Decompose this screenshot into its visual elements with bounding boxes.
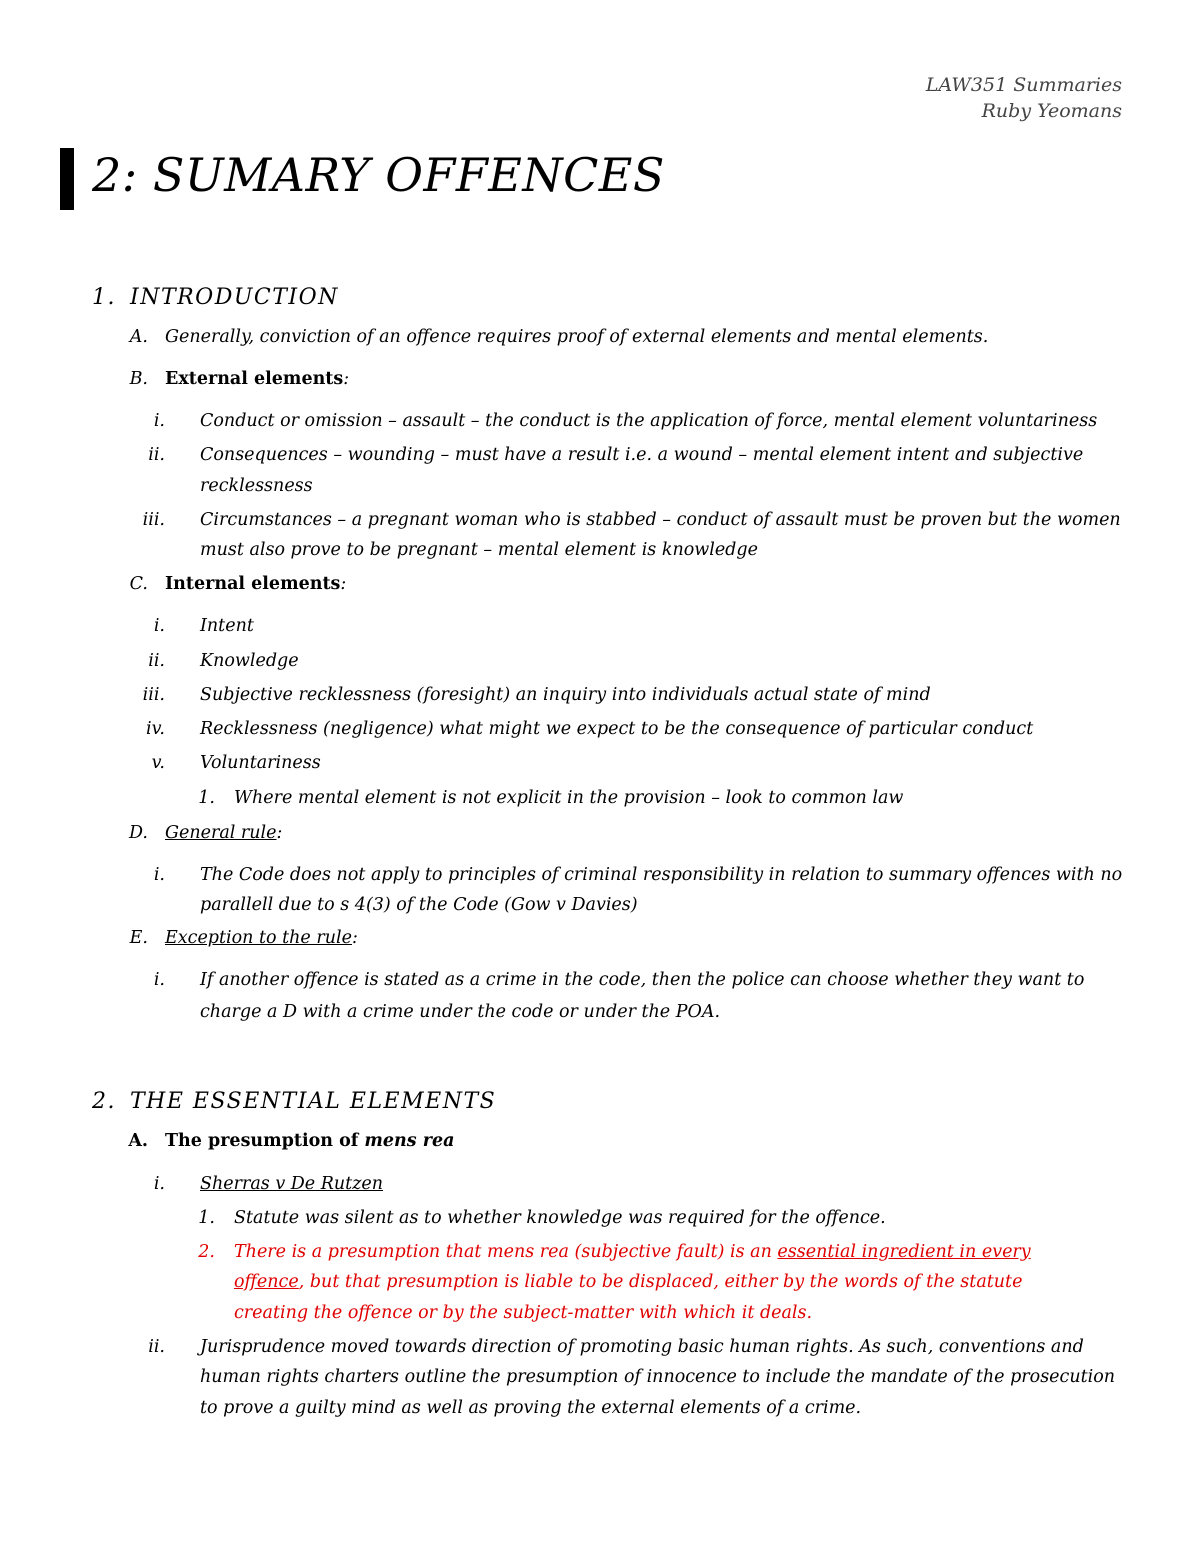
list-item: The Code does not apply to principles of criminal responsibility in relation to summary offences with no — [200, 865, 1123, 885]
section-1-heading — [92, 285, 339, 310]
list-item: If another offence is stated as a crime in the code, then the police can choose whether they want to — [200, 970, 1085, 990]
subheading-text: External elements — [165, 369, 344, 389]
list-label: iv. — [146, 719, 165, 739]
title-bar-decoration — [60, 148, 74, 210]
section-2-heading — [92, 1089, 496, 1114]
underlined-run: offence — [234, 1272, 299, 1292]
list-item-continuation: must also prove to be pregnant – mental element is knowledge — [200, 540, 758, 560]
paragraph: Generally, conviction of an offence requires proof of external elements and mental elements. — [165, 327, 989, 347]
list-label: i. — [153, 411, 165, 431]
header-author: Ruby Yeomans — [981, 100, 1122, 122]
list-label: E. — [129, 928, 148, 948]
list-label: 1. — [198, 1208, 215, 1228]
list-label: B. — [129, 369, 148, 389]
case-name: Sherras v De Rutzen — [200, 1174, 384, 1194]
list-item: Conduct or omission – assault – the conduct is the application of force, mental element voluntariness — [200, 411, 1098, 431]
list-label: ii. — [148, 651, 165, 671]
subheading-text: Exception to the rule — [165, 928, 352, 948]
section-1-title: INTRODUCTION — [130, 285, 339, 310]
subheading-colon: : — [276, 823, 283, 843]
subheading-text: General rule — [165, 823, 277, 843]
list-label: i. — [153, 1174, 165, 1194]
highlighted-text — [234, 1272, 1022, 1292]
subheading-text: The presumption of — [165, 1131, 365, 1151]
subheading-exception — [165, 928, 358, 948]
list-item-continuation: to prove a guilty mind as well as proving the external elements of a crime. — [200, 1398, 862, 1418]
section-2-title: THE ESSENTIAL ELEMENTS — [130, 1089, 497, 1114]
subheading-italic-term: mens rea — [364, 1131, 455, 1151]
list-item: Intent — [200, 616, 254, 636]
list-label: A. — [129, 327, 148, 347]
header-course: LAW351 Summaries — [925, 74, 1122, 96]
list-label: A. — [128, 1131, 148, 1151]
list-item: Consequences – wounding – must have a result i.e. a wound – mental element intent and subjective — [200, 445, 1084, 465]
subheading-text: Internal elements — [165, 574, 341, 594]
underlined-run: essential ingredient in every — [777, 1242, 1031, 1262]
list-label: v. — [151, 753, 165, 773]
list-item: Knowledge — [200, 651, 299, 671]
section-2-number: 2. — [92, 1089, 116, 1114]
highlighted-text: creating the offence or by the subject-matter with which it deals. — [234, 1303, 813, 1323]
list-label: 2. — [198, 1242, 215, 1262]
list-item: Subjective recklessness (foresight) an inquiry into individuals actual state of mind — [200, 685, 931, 705]
list-item-continuation: charge a D with a crime under the code or under the POA. — [200, 1002, 721, 1022]
page-title: 2: SUMARY OFFENCES — [92, 148, 665, 202]
list-label: i. — [153, 865, 165, 885]
list-item: Jurisprudence moved towards direction of promoting basic human rights. As such, conventions and — [200, 1337, 1084, 1357]
text-run: , but that presumption is liable to be displaced, either by the words of the statute — [298, 1272, 1023, 1292]
subheading-colon: : — [351, 928, 358, 948]
section-1-number: 1. — [92, 285, 116, 310]
subheading-presumption — [165, 1131, 454, 1151]
list-item: Voluntariness — [200, 753, 321, 773]
subheading-internal-elements — [165, 574, 346, 594]
list-label: iii. — [142, 685, 165, 705]
list-item: Circumstances – a pregnant woman who is stabbed – conduct of assault must be proven but the women — [200, 510, 1121, 530]
list-item: Recklessness (negligence) what might we expect to be the consequence of particular conduct — [200, 719, 1034, 739]
subheading-general-rule — [165, 823, 282, 843]
list-item-continuation: recklessness — [200, 476, 313, 496]
subheading-colon: : — [340, 574, 347, 594]
list-item-continuation: parallell due to s 4(3) of the Code (Gow v Davies) — [200, 895, 638, 915]
list-label: ii. — [148, 445, 165, 465]
text-run: There is a presumption that mens rea (subjective fault) is an — [234, 1242, 778, 1262]
list-label: iii. — [142, 510, 165, 530]
list-label: ii. — [148, 1337, 165, 1357]
list-item: Statute was silent as to whether knowledge was required for the offence. — [234, 1208, 886, 1228]
subheading-external-elements — [165, 369, 349, 389]
list-label: i. — [153, 616, 165, 636]
list-label: D. — [129, 823, 148, 843]
highlighted-text — [234, 1242, 1031, 1262]
list-label: 1. — [198, 788, 215, 808]
subheading-colon: : — [343, 369, 350, 389]
list-item: Where mental element is not explicit in the provision – look to common law — [234, 788, 904, 808]
list-label: i. — [153, 970, 165, 990]
list-item-continuation: human rights charters outline the presumption of innocence to include the mandate of the prosecution — [200, 1367, 1116, 1387]
list-label: C. — [129, 574, 148, 594]
